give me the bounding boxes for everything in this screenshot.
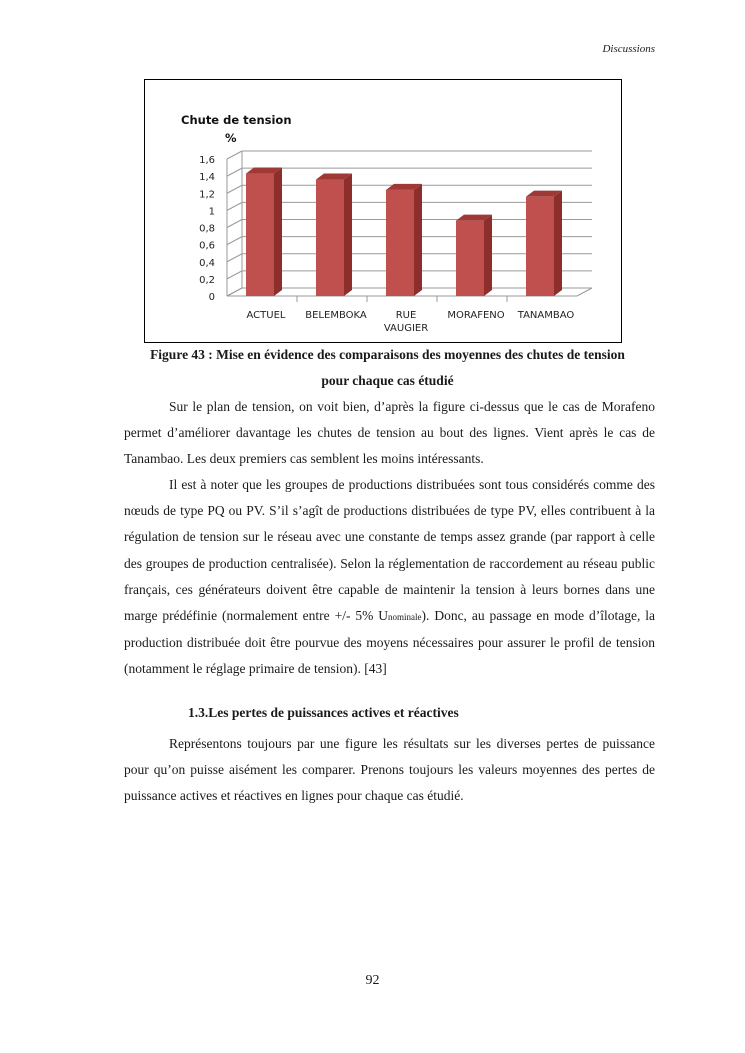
x-tick-label: TANAMBAO — [517, 310, 575, 321]
subscript-nominale: nominale — [388, 612, 422, 623]
y-tick-label: 0,2 — [199, 274, 215, 286]
page-number: 92 — [365, 973, 380, 988]
y-tick-label: 0,6 — [199, 240, 215, 252]
bar-side — [274, 168, 282, 296]
y-tick-label: 0,4 — [199, 257, 215, 269]
bar-morafeno — [456, 221, 484, 296]
x-tick-label: VAUGIER — [383, 323, 429, 334]
x-tick-label: BELEMBOKA — [305, 310, 367, 321]
paragraph-2-part-a: Il est à noter que les groupes de productions distribuées sont tous considérés comme des nœuds de type PQ ou PV. S’il s’agît de productions distribuées de type PV, elles contribuent à la régulation de tension sur le réseau avec une constante de temps assez grande (par rapport à celle des groupes de production centralisée). Selon la réglementation de raccordement au réseau public français, ces générateurs doivent être capable de maintenir la tension à leurs bornes dans une marge prédéfinie (normalement entre +/- 5% U — [124, 477, 655, 624]
x-tick-label: ACTUEL — [246, 310, 286, 321]
y-tick-label: 0 — [208, 292, 215, 303]
paragraph-3 — [124, 731, 655, 810]
running-header: Discussions — [602, 43, 655, 55]
caption-line-2: pour chaque cas étudié — [321, 373, 454, 388]
y-tick-label: 0,8 — [199, 223, 215, 235]
y-tick-label: 1,2 — [199, 189, 215, 201]
paragraph-2 — [124, 472, 655, 683]
bar-side — [414, 184, 422, 296]
y-tick-label: 1,4 — [199, 172, 215, 184]
y-tick-label: 1 — [208, 206, 215, 218]
section-heading: 1.3.Les pertes de puissances actives et réactives — [188, 705, 459, 720]
paragraph-3-text: Représentons toujours par une figure les résultats sur les diverses pertes de puissance pour qu’on puisse aisément les comparer. Prenons toujours les valeurs moyennes des pertes de puissance actives et réactives en lignes pour chaque cas étudié. — [124, 736, 655, 804]
chart-title: Chute de tension — [181, 113, 292, 127]
gridline-wall — [227, 220, 242, 228]
gridline-wall — [227, 271, 242, 279]
bar-side — [344, 174, 352, 296]
paragraph-1-text: Sur le plan de tension, on voit bien, d’après la figure ci-dessus que le cas de Morafeno permet d’améliorer davantage les chutes de tension au bout des lignes. Vient après le cas de Tanambao. Les deux premiers cas semblent les moins intéressants. — [124, 399, 655, 467]
gridline-wall — [227, 237, 242, 245]
gridline-wall — [227, 254, 242, 262]
bar-rue-vaugier — [386, 190, 414, 296]
bar-tanambao — [526, 197, 554, 296]
gridline-wall — [227, 202, 242, 210]
y-tick-label: 1,6 — [199, 155, 215, 166]
caption-line-1: Figure 43 : Mise en évidence des comparaisons des moyennes des chutes de tension — [150, 347, 625, 362]
bar-side — [484, 215, 492, 296]
y-axis-unit: % — [225, 131, 237, 145]
bar-belemboka — [316, 180, 344, 296]
gridline-wall — [227, 151, 242, 159]
gridline-wall — [227, 168, 242, 176]
paragraph-2-text — [124, 472, 655, 683]
gridline-wall — [227, 185, 242, 193]
bar-side — [554, 191, 562, 296]
x-tick-label: MORAFENO — [447, 310, 505, 321]
figure-caption — [115, 342, 660, 394]
paragraph-2-part-b: ). Donc, au passage en mode d’îlotage, la production distribuée doit être pourvue des moyens nécessaires pour assurer le profil de tension (notamment le réglage primaire de tension). [43] — [124, 608, 656, 677]
chart-frame — [144, 79, 622, 343]
paragraph-1 — [124, 394, 655, 473]
bar-chart — [145, 80, 623, 344]
x-tick-label: RUE — [395, 310, 417, 321]
bar-actuel — [246, 174, 274, 296]
